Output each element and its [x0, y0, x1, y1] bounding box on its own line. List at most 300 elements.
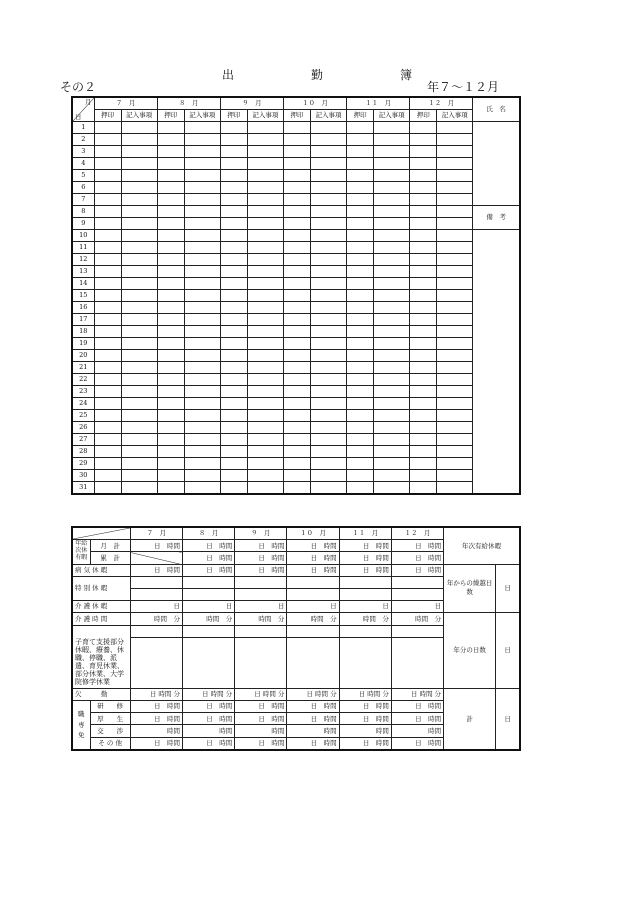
cumulative-cell[interactable]: 日 時間 — [182, 552, 234, 564]
stamp-cell[interactable] — [410, 422, 437, 434]
note-cell[interactable] — [247, 482, 283, 495]
note-cell[interactable] — [247, 134, 283, 146]
childcare-cell[interactable] — [391, 637, 443, 688]
note-cell[interactable] — [310, 194, 346, 206]
stamp-cell[interactable] — [157, 398, 184, 410]
note-cell[interactable] — [184, 350, 220, 362]
stamp-cell[interactable] — [220, 410, 247, 422]
stamp-cell[interactable] — [283, 194, 310, 206]
note-cell[interactable] — [184, 230, 220, 242]
childcare-cell[interactable] — [287, 625, 339, 637]
stamp-cell[interactable] — [220, 242, 247, 254]
stamp-cell[interactable] — [283, 206, 310, 218]
other-cell[interactable]: 日 時間 — [287, 737, 339, 750]
note-cell[interactable] — [437, 482, 473, 495]
stamp-cell[interactable] — [410, 302, 437, 314]
care-time-cell[interactable]: 時間 分 — [130, 613, 182, 625]
note-cell[interactable] — [310, 290, 346, 302]
negotiation-cell[interactable]: 時間 — [182, 725, 234, 737]
note-cell[interactable] — [374, 326, 410, 338]
stamp-cell[interactable] — [410, 122, 437, 134]
special-leave-cell[interactable] — [235, 576, 287, 588]
note-cell[interactable] — [374, 314, 410, 326]
special-leave-cell[interactable] — [130, 588, 182, 600]
childcare-cell[interactable] — [391, 625, 443, 637]
stamp-cell[interactable] — [410, 182, 437, 194]
stamp-cell[interactable] — [410, 134, 437, 146]
stamp-cell[interactable] — [283, 146, 310, 158]
stamp-cell[interactable] — [410, 254, 437, 266]
stamp-cell[interactable] — [347, 254, 374, 266]
note-cell[interactable] — [374, 206, 410, 218]
note-cell[interactable] — [121, 218, 157, 230]
stamp-cell[interactable] — [347, 218, 374, 230]
note-cell[interactable] — [247, 242, 283, 254]
stamp-cell[interactable] — [347, 326, 374, 338]
care-leave-cell[interactable]: 日 — [391, 601, 443, 613]
note-cell[interactable] — [184, 422, 220, 434]
note-cell[interactable] — [437, 206, 473, 218]
note-cell[interactable] — [437, 362, 473, 374]
note-cell[interactable] — [374, 230, 410, 242]
absence-cell[interactable]: 日 時間 分 — [235, 688, 287, 700]
care-time-cell[interactable]: 時間 分 — [287, 613, 339, 625]
stamp-cell[interactable] — [220, 158, 247, 170]
note-cell[interactable] — [437, 446, 473, 458]
note-cell[interactable] — [184, 386, 220, 398]
stamp-cell[interactable] — [410, 194, 437, 206]
stamp-cell[interactable] — [347, 422, 374, 434]
note-cell[interactable] — [247, 278, 283, 290]
note-cell[interactable] — [437, 218, 473, 230]
special-leave-cell[interactable] — [130, 576, 182, 588]
stamp-cell[interactable] — [220, 254, 247, 266]
note-cell[interactable] — [247, 290, 283, 302]
stamp-cell[interactable] — [220, 338, 247, 350]
note-cell[interactable] — [437, 158, 473, 170]
note-cell[interactable] — [121, 278, 157, 290]
note-cell[interactable] — [121, 206, 157, 218]
note-cell[interactable] — [184, 458, 220, 470]
stamp-cell[interactable] — [410, 410, 437, 422]
stamp-cell[interactable] — [157, 350, 184, 362]
childcare-cell[interactable] — [235, 625, 287, 637]
note-cell[interactable] — [310, 386, 346, 398]
stamp-cell[interactable] — [347, 434, 374, 446]
welfare-cell[interactable]: 日 時間 — [235, 713, 287, 725]
note-cell[interactable] — [121, 290, 157, 302]
stamp-cell[interactable] — [157, 266, 184, 278]
note-cell[interactable] — [121, 302, 157, 314]
note-cell[interactable] — [184, 374, 220, 386]
note-cell[interactable] — [121, 266, 157, 278]
note-cell[interactable] — [184, 158, 220, 170]
welfare-cell[interactable]: 日 時間 — [182, 713, 234, 725]
stamp-cell[interactable] — [283, 422, 310, 434]
note-cell[interactable] — [310, 410, 346, 422]
stamp-cell[interactable] — [410, 350, 437, 362]
absence-cell[interactable]: 日 時間 分 — [339, 688, 391, 700]
note-cell[interactable] — [374, 482, 410, 495]
note-cell[interactable] — [310, 362, 346, 374]
note-cell[interactable] — [437, 134, 473, 146]
stamp-cell[interactable] — [94, 254, 121, 266]
stamp-cell[interactable] — [283, 386, 310, 398]
note-cell[interactable] — [310, 302, 346, 314]
note-cell[interactable] — [374, 470, 410, 482]
stamp-cell[interactable] — [283, 314, 310, 326]
stamp-cell[interactable] — [94, 410, 121, 422]
note-cell[interactable] — [310, 458, 346, 470]
care-time-cell[interactable]: 時間 分 — [339, 613, 391, 625]
care-leave-cell[interactable]: 日 — [287, 601, 339, 613]
leave-month-cell[interactable]: 日 時間 — [391, 540, 443, 552]
note-cell[interactable] — [437, 182, 473, 194]
stamp-cell[interactable] — [94, 218, 121, 230]
note-cell[interactable] — [247, 146, 283, 158]
stamp-cell[interactable] — [347, 242, 374, 254]
note-cell[interactable] — [374, 350, 410, 362]
childcare-cell[interactable] — [287, 637, 339, 688]
note-cell[interactable] — [121, 374, 157, 386]
stamp-cell[interactable] — [157, 290, 184, 302]
note-cell[interactable] — [247, 362, 283, 374]
note-cell[interactable] — [121, 446, 157, 458]
note-cell[interactable] — [184, 338, 220, 350]
note-cell[interactable] — [121, 410, 157, 422]
note-cell[interactable] — [247, 302, 283, 314]
stamp-cell[interactable] — [220, 266, 247, 278]
stamp-cell[interactable] — [347, 146, 374, 158]
stamp-cell[interactable] — [220, 218, 247, 230]
note-cell[interactable] — [247, 122, 283, 134]
note-cell[interactable] — [121, 314, 157, 326]
stamp-cell[interactable] — [347, 206, 374, 218]
stamp-cell[interactable] — [347, 386, 374, 398]
stamp-cell[interactable] — [94, 374, 121, 386]
note-cell[interactable] — [437, 470, 473, 482]
note-cell[interactable] — [437, 254, 473, 266]
note-cell[interactable] — [374, 434, 410, 446]
childcare-cell[interactable] — [339, 637, 391, 688]
childcare-cell[interactable] — [130, 625, 182, 637]
stamp-cell[interactable] — [157, 374, 184, 386]
note-cell[interactable] — [310, 146, 346, 158]
note-cell[interactable] — [437, 326, 473, 338]
stamp-cell[interactable] — [220, 362, 247, 374]
absence-cell[interactable]: 日 時間 分 — [391, 688, 443, 700]
note-cell[interactable] — [184, 470, 220, 482]
stamp-cell[interactable] — [283, 122, 310, 134]
stamp-cell[interactable] — [157, 146, 184, 158]
stamp-cell[interactable] — [94, 386, 121, 398]
stamp-cell[interactable] — [220, 386, 247, 398]
note-cell[interactable] — [437, 398, 473, 410]
stamp-cell[interactable] — [347, 470, 374, 482]
stamp-cell[interactable] — [157, 314, 184, 326]
cumulative-cell[interactable]: 日 時間 — [287, 552, 339, 564]
note-cell[interactable] — [247, 374, 283, 386]
note-cell[interactable] — [247, 386, 283, 398]
stamp-cell[interactable] — [410, 218, 437, 230]
stamp-cell[interactable] — [347, 266, 374, 278]
training-cell[interactable]: 日 時間 — [287, 700, 339, 712]
stamp-cell[interactable] — [283, 278, 310, 290]
stamp-cell[interactable] — [157, 158, 184, 170]
special-leave-cell[interactable] — [339, 576, 391, 588]
stamp-cell[interactable] — [157, 446, 184, 458]
stamp-cell[interactable] — [283, 434, 310, 446]
stamp-cell[interactable] — [347, 194, 374, 206]
note-cell[interactable] — [374, 170, 410, 182]
leave-month-cell[interactable]: 日 時間 — [339, 540, 391, 552]
stamp-cell[interactable] — [283, 170, 310, 182]
special-leave-cell[interactable] — [391, 588, 443, 600]
cumulative-cell[interactable]: 日 時間 — [339, 552, 391, 564]
childcare-cell[interactable] — [130, 637, 182, 688]
note-cell[interactable] — [184, 446, 220, 458]
special-leave-cell[interactable] — [182, 588, 234, 600]
note-cell[interactable] — [310, 254, 346, 266]
note-cell[interactable] — [374, 194, 410, 206]
note-cell[interactable] — [374, 278, 410, 290]
note-cell[interactable] — [374, 410, 410, 422]
note-cell[interactable] — [184, 206, 220, 218]
stamp-cell[interactable] — [347, 158, 374, 170]
note-cell[interactable] — [437, 266, 473, 278]
negotiation-cell[interactable]: 時間 — [339, 725, 391, 737]
stamp-cell[interactable] — [410, 266, 437, 278]
absence-cell[interactable]: 日 時間 分 — [130, 688, 182, 700]
note-cell[interactable] — [121, 482, 157, 495]
note-cell[interactable] — [121, 434, 157, 446]
note-cell[interactable] — [184, 434, 220, 446]
note-cell[interactable] — [184, 290, 220, 302]
stamp-cell[interactable] — [94, 338, 121, 350]
stamp-cell[interactable] — [220, 206, 247, 218]
note-cell[interactable] — [437, 338, 473, 350]
note-cell[interactable] — [121, 242, 157, 254]
note-cell[interactable] — [184, 398, 220, 410]
stamp-cell[interactable] — [410, 482, 437, 495]
stamp-cell[interactable] — [410, 170, 437, 182]
note-cell[interactable] — [184, 134, 220, 146]
note-cell[interactable] — [374, 362, 410, 374]
note-cell[interactable] — [247, 326, 283, 338]
special-leave-cell[interactable] — [182, 576, 234, 588]
stamp-cell[interactable] — [347, 374, 374, 386]
stamp-cell[interactable] — [347, 314, 374, 326]
stamp-cell[interactable] — [94, 170, 121, 182]
care-leave-cell[interactable]: 日 — [182, 601, 234, 613]
stamp-cell[interactable] — [283, 338, 310, 350]
stamp-cell[interactable] — [283, 290, 310, 302]
name-cell[interactable] — [473, 122, 520, 206]
sick-leave-cell[interactable]: 日 時間 — [130, 564, 182, 576]
stamp-cell[interactable] — [347, 302, 374, 314]
stamp-cell[interactable] — [157, 422, 184, 434]
stamp-cell[interactable] — [220, 146, 247, 158]
other-cell[interactable]: 日 時間 — [339, 737, 391, 750]
note-cell[interactable] — [310, 446, 346, 458]
note-cell[interactable] — [184, 266, 220, 278]
note-cell[interactable] — [247, 158, 283, 170]
note-cell[interactable] — [121, 350, 157, 362]
stamp-cell[interactable] — [410, 314, 437, 326]
note-cell[interactable] — [247, 230, 283, 242]
cumulative-cell[interactable]: 日 時間 — [391, 552, 443, 564]
sick-leave-cell[interactable]: 日 時間 — [287, 564, 339, 576]
sick-leave-cell[interactable]: 日 時間 — [235, 564, 287, 576]
note-cell[interactable] — [121, 194, 157, 206]
stamp-cell[interactable] — [283, 134, 310, 146]
stamp-cell[interactable] — [94, 314, 121, 326]
note-cell[interactable] — [184, 362, 220, 374]
stamp-cell[interactable] — [220, 230, 247, 242]
leave-month-cell[interactable]: 日 時間 — [182, 540, 234, 552]
stamp-cell[interactable] — [347, 446, 374, 458]
note-cell[interactable] — [247, 218, 283, 230]
other-cell[interactable]: 日 時間 — [391, 737, 443, 750]
note-cell[interactable] — [310, 242, 346, 254]
stamp-cell[interactable] — [283, 158, 310, 170]
stamp-cell[interactable] — [347, 122, 374, 134]
negotiation-cell[interactable]: 時間 — [235, 725, 287, 737]
note-cell[interactable] — [374, 254, 410, 266]
stamp-cell[interactable] — [157, 410, 184, 422]
note-cell[interactable] — [437, 290, 473, 302]
stamp-cell[interactable] — [410, 374, 437, 386]
note-cell[interactable] — [374, 218, 410, 230]
stamp-cell[interactable] — [410, 278, 437, 290]
note-cell[interactable] — [437, 242, 473, 254]
stamp-cell[interactable] — [157, 326, 184, 338]
stamp-cell[interactable] — [220, 170, 247, 182]
cumulative-cell[interactable]: 日 時間 — [235, 552, 287, 564]
note-cell[interactable] — [247, 398, 283, 410]
stamp-cell[interactable] — [283, 374, 310, 386]
stamp-cell[interactable] — [157, 254, 184, 266]
stamp-cell[interactable] — [157, 278, 184, 290]
note-cell[interactable] — [121, 122, 157, 134]
stamp-cell[interactable] — [94, 182, 121, 194]
note-cell[interactable] — [121, 230, 157, 242]
stamp-cell[interactable] — [410, 458, 437, 470]
stamp-cell[interactable] — [283, 326, 310, 338]
stamp-cell[interactable] — [220, 122, 247, 134]
note-cell[interactable] — [247, 254, 283, 266]
stamp-cell[interactable] — [410, 242, 437, 254]
note-cell[interactable] — [247, 182, 283, 194]
note-cell[interactable] — [374, 242, 410, 254]
care-time-cell[interactable]: 時間 分 — [391, 613, 443, 625]
note-cell[interactable] — [184, 482, 220, 495]
note-cell[interactable] — [247, 206, 283, 218]
note-cell[interactable] — [374, 398, 410, 410]
leave-month-cell[interactable]: 日 時間 — [235, 540, 287, 552]
stamp-cell[interactable] — [347, 338, 374, 350]
note-cell[interactable] — [310, 398, 346, 410]
stamp-cell[interactable] — [283, 410, 310, 422]
sick-leave-cell[interactable]: 日 時間 — [391, 564, 443, 576]
note-cell[interactable] — [374, 158, 410, 170]
stamp-cell[interactable] — [220, 134, 247, 146]
leave-month-cell[interactable]: 日 時間 — [130, 540, 182, 552]
note-cell[interactable] — [310, 314, 346, 326]
childcare-cell[interactable] — [182, 637, 234, 688]
note-cell[interactable] — [121, 422, 157, 434]
stamp-cell[interactable] — [220, 302, 247, 314]
stamp-cell[interactable] — [94, 482, 121, 495]
stamp-cell[interactable] — [347, 182, 374, 194]
note-cell[interactable] — [374, 458, 410, 470]
note-cell[interactable] — [247, 194, 283, 206]
note-cell[interactable] — [184, 170, 220, 182]
note-cell[interactable] — [310, 158, 346, 170]
note-cell[interactable] — [374, 290, 410, 302]
stamp-cell[interactable] — [220, 314, 247, 326]
stamp-cell[interactable] — [283, 470, 310, 482]
special-leave-cell[interactable] — [339, 588, 391, 600]
note-cell[interactable] — [310, 230, 346, 242]
stamp-cell[interactable] — [410, 146, 437, 158]
stamp-cell[interactable] — [94, 146, 121, 158]
stamp-cell[interactable] — [157, 182, 184, 194]
note-cell[interactable] — [374, 446, 410, 458]
stamp-cell[interactable] — [347, 290, 374, 302]
special-leave-cell[interactable] — [287, 588, 339, 600]
stamp-cell[interactable] — [283, 302, 310, 314]
stamp-cell[interactable] — [220, 278, 247, 290]
note-cell[interactable] — [184, 122, 220, 134]
stamp-cell[interactable] — [157, 434, 184, 446]
note-cell[interactable] — [310, 374, 346, 386]
note-cell[interactable] — [247, 458, 283, 470]
note-cell[interactable] — [437, 410, 473, 422]
stamp-cell[interactable] — [410, 158, 437, 170]
note-cell[interactable] — [437, 170, 473, 182]
note-cell[interactable] — [184, 278, 220, 290]
welfare-cell[interactable]: 日 時間 — [339, 713, 391, 725]
care-time-cell[interactable]: 時間 分 — [235, 613, 287, 625]
stamp-cell[interactable] — [157, 482, 184, 495]
note-cell[interactable] — [121, 254, 157, 266]
note-cell[interactable] — [310, 206, 346, 218]
stamp-cell[interactable] — [347, 230, 374, 242]
note-cell[interactable] — [310, 422, 346, 434]
stamp-cell[interactable] — [410, 470, 437, 482]
stamp-cell[interactable] — [347, 482, 374, 495]
note-cell[interactable] — [247, 350, 283, 362]
other-cell[interactable]: 日 時間 — [182, 737, 234, 750]
stamp-cell[interactable] — [347, 458, 374, 470]
note-cell[interactable] — [184, 326, 220, 338]
note-cell[interactable] — [247, 434, 283, 446]
negotiation-cell[interactable]: 時間 — [391, 725, 443, 737]
stamp-cell[interactable] — [220, 434, 247, 446]
note-cell[interactable] — [437, 278, 473, 290]
note-cell[interactable] — [310, 218, 346, 230]
note-cell[interactable] — [121, 182, 157, 194]
note-cell[interactable] — [184, 254, 220, 266]
note-cell[interactable] — [184, 302, 220, 314]
other-cell[interactable]: 日 時間 — [130, 737, 182, 750]
stamp-cell[interactable] — [347, 278, 374, 290]
stamp-cell[interactable] — [94, 134, 121, 146]
training-cell[interactable]: 日 時間 — [339, 700, 391, 712]
stamp-cell[interactable] — [157, 386, 184, 398]
stamp-cell[interactable] — [157, 230, 184, 242]
